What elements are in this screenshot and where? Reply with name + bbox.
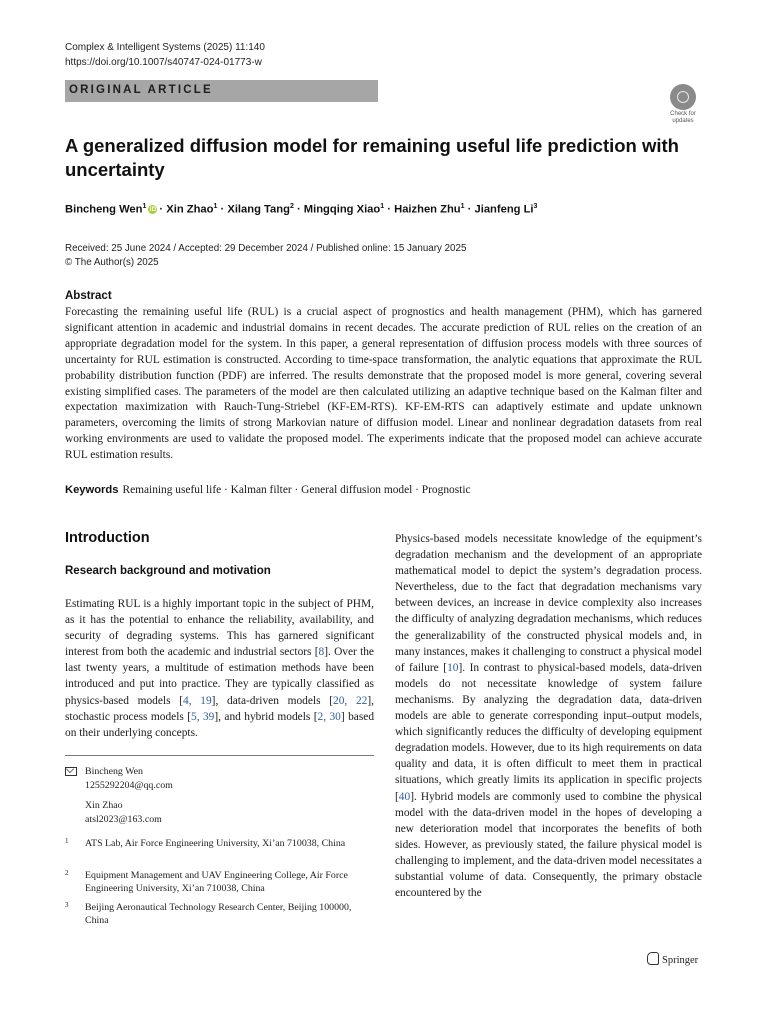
author-affiliation-mark: 2 (289, 203, 294, 210)
affiliation-number: 2 (65, 869, 69, 877)
corresponding-author-name: Bincheng Wen (85, 766, 143, 777)
publisher-logo (647, 952, 698, 966)
corresponding-author-email[interactable]: 1255292204@qq.com (85, 780, 173, 791)
copyright-line: © The Author(s) 2025 (65, 257, 159, 268)
check-updates-label: Check for updates (670, 111, 696, 124)
author-affiliation-mark: 1 (460, 203, 465, 210)
article-type-banner (65, 80, 378, 102)
publication-dates: Received: 25 June 2024 / Accepted: 29 December 2024 / Published online: 15 January 2025 (65, 243, 467, 254)
journal-name: Complex & Intelligent Systems (2025) 11:140 (65, 42, 265, 53)
check-for-updates-button[interactable] (664, 84, 702, 124)
publication-history (65, 242, 466, 270)
affiliation-number: 3 (65, 901, 69, 909)
author-name: Jianfeng Li (474, 203, 534, 216)
affiliation-text: Beijing Aeronautical Technology Research Center, Beijing 100000, China (85, 902, 352, 926)
citation-link[interactable]: 2, 30 (317, 710, 341, 723)
corresponding-author-name: Xin Zhao (85, 800, 123, 811)
affiliation-text: Equipment Management and UAV Engineering College, Air Force Engineering University, Xi’an 710038, China (85, 870, 348, 894)
author-list: Bincheng Wen$^1$ iD · Xin Zhao$^1$ · Xilang Tang$^2$ · Mingqing Xiao$^1$ · Haizhen Zhu$^1$ · Jianfeng Li$^3$ (65, 203, 538, 216)
keywords-line (65, 484, 471, 496)
affiliation-item (65, 901, 355, 927)
check-updates-icon (670, 84, 696, 110)
paragraph-text: Physics-based models necessitate knowledge of the equipment’s degradation mechanism and the development of an appropriate mathematical model to depict the system’s degradation process. Nevertheless, due to the fact that degradation mechanisms vary between devices, an increase in device complexity also increases the difficulty of analyzing degradation mechanisms, which reduces the generalizability of the constructed physical models and, in many instances, makes it challenging to construct a physical model of failure [ (395, 533, 702, 674)
abstract-text: Forecasting the remaining useful life (RUL) is a crucial aspect of prognostics and health management (PHM), which has garnered significant attention in academic and industrial domains in recent decades. The accurate prediction of RUL relies on the creation of an appropriate degradation model for the system. In this paper, a general representation of diffusion process models with three sources of uncertainty for RUL estimation is constructed. According to time-space transformation, the analytic equations that approximate the RUL probability distribution function (PDF) are inferred. The results demonstrate that the proposed model is more general, covering several existing simplified cases. The parameters of the model are then calculated utilizing an adaptive technique based on the Kalman filter and expectation maximization with Rauch-Tung-Striebel (KF-EM-RTS). KF-EM-RTS can adaptively estimate and update unknown parameters, overcoming the limits of strong Markovian nature of diffusion model. Linear and nonlinear degradation datasets from real working environments are used to validate the proposed model. The experiments indicate that the proposed model can achieve accurate RUL estimation results. (65, 306, 702, 462)
correspondence-block (65, 765, 173, 827)
citation-link[interactable]: 5, 39 (191, 710, 215, 723)
author-name: Bincheng Wen (65, 203, 143, 216)
paragraph-text: ], data-driven models [ (211, 694, 334, 707)
author-name: Mingqing Xiao (303, 203, 381, 216)
body-text-left-column (65, 596, 374, 741)
author-affiliation-mark: 3 (533, 203, 538, 210)
author-name: Xilang Tang (227, 203, 290, 216)
keywords-text: Remaining useful life · Kalman filter · General diffusion model · Prognostic (122, 484, 471, 496)
paragraph-text: ], stochastic process models [ (65, 694, 375, 723)
envelope-icon (65, 767, 77, 776)
citation-link[interactable]: 40 (398, 790, 411, 803)
affiliation-item (65, 869, 355, 895)
affiliation-text: ATS Lab, Air Force Engineering University, Xi’an 710038, China (85, 838, 346, 849)
author-affiliation-mark: 1 (213, 203, 218, 210)
doi-link[interactable]: https://doi.org/10.1007/s40747-024-01773-w (65, 57, 262, 68)
publisher-name: Springer (662, 955, 699, 966)
corresponding-author (85, 765, 173, 793)
paragraph-text: ]. Over the last twenty years, a multitude of estimation methods have been introduced and put into practice. They are typically classified as physics-based models [ (65, 646, 374, 707)
paragraph-text: ]. Hybrid models are commonly used to combine the physical model with the data-driven model in the hopes of developing a new deterioration model that incorporates the benefits of both sides. However, as previously stated, the failure physical model is challenging to implement, and the data-driven model necessitates a substantial volume of data. Consequently, the primary obstacle encountered by the (395, 790, 702, 900)
keywords-label: Keywords (65, 484, 119, 496)
springer-horse-icon (647, 952, 659, 965)
paragraph-text: ], and hybrid models [ (214, 710, 318, 723)
section-heading-introduction: Introduction (65, 530, 150, 546)
orcid-icon[interactable]: iD (149, 206, 157, 214)
corresponding-author-email[interactable]: atsl2023@163.com (85, 814, 162, 825)
affiliation-number: 1 (65, 837, 69, 845)
author-affiliation-mark: 1 (142, 203, 147, 210)
paragraph-text: ] based on their underlying concepts. (65, 710, 375, 739)
author-affiliation-mark: 1 (380, 203, 385, 210)
citation-link[interactable]: 10 (447, 661, 459, 674)
author-name: Haizhen Zhu (394, 203, 461, 216)
body-text-right-column (395, 531, 702, 901)
article-type-label: ORIGINAL ARTICLE (69, 84, 213, 96)
abstract-heading: Abstract (65, 290, 112, 302)
article-title: A generalized diffusion model for remaining useful life prediction with uncertainty (65, 135, 679, 180)
corresponding-author (85, 799, 173, 827)
affiliation-item (65, 837, 355, 850)
citation-link[interactable]: 4, 19 (183, 694, 212, 707)
paragraph-text: ]. In contrast to physical-based models, data-driven models do not necessitate knowledge of system failure mechanisms. By analyzing the degradation data, data-driven models are able to generate corresponding input–output models, which significantly reduces the difficulty of developing equipment degradation models. However, due to its high requirements on data quality and data, it is often difficult to meet them in practical situations, which greatly limits its application in specific projects [ (395, 661, 703, 803)
citation-link[interactable]: 8 (318, 646, 325, 659)
citation-link[interactable]: 20, 22 (333, 694, 368, 707)
footnote-divider (65, 755, 374, 756)
author-name: Xin Zhao (166, 203, 214, 216)
subsection-heading: Research background and motivation (65, 565, 271, 577)
paragraph-text: Estimating RUL is a highly important topic in the subject of PHM, as it has the potential to enhance the reliability, availability, and security of degrading systems. This has garnered significant interest from both the academic and industrial sectors [ (65, 598, 374, 659)
journal-citation (65, 40, 265, 70)
